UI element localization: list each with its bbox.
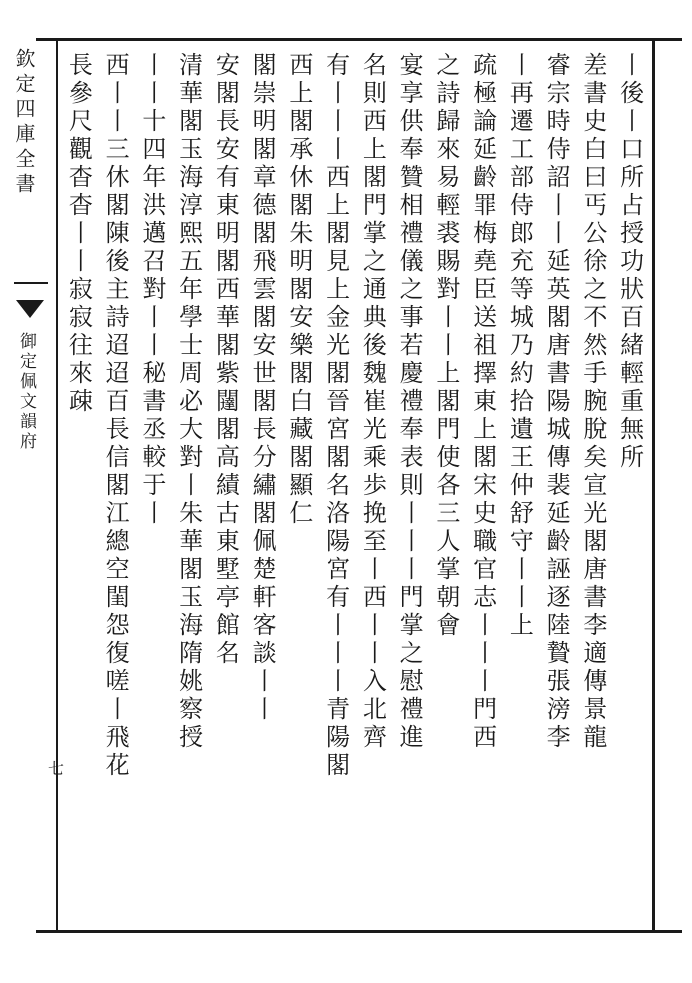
text-column: 丨丨十四年洪邁召對丨丨秘書丞較于丨	[137, 52, 166, 528]
text-column: 之詩歸來易輕裘賜對丨丨上閣門使各三人掌朝會	[431, 52, 460, 640]
edge-divider	[14, 282, 48, 284]
text-column: 安閣長安有東明閣西華閣紫闥閣高績古東墅亭館名	[211, 52, 240, 668]
text-column: 閣崇明閣章德閣飛雲閣安世閣長分繡閣佩楚軒客談丨丨	[248, 52, 277, 724]
page-number: 七	[48, 759, 65, 778]
text-column: 丨再遷工部侍郎充等城乃約拾遺王仲舒守丨丨上	[505, 52, 534, 640]
left-inner-border	[56, 38, 58, 933]
text-column: 名則西上閣門掌之通典後魏崔光乘歩挽至丨西丨丨入北齊	[358, 52, 387, 752]
text-column: 宴享供奉贊相禮儀之事若慶禮奉表則丨丨丨門掌之慰禮進	[395, 52, 424, 752]
text-column: 疏極論延齡罪梅堯臣送祖擇東上閣宋史職官志丨丨丨門西	[468, 52, 497, 752]
fish-tail-mark	[16, 300, 44, 318]
edge-subtitle: 御定佩文韻府	[16, 332, 36, 452]
text-column: 長參尺觀杳杳丨丨寂寂往來疎	[64, 52, 93, 416]
right-border	[652, 38, 655, 933]
text-column: 清華閣玉海淳熙五年學士周必大對丨朱華閣玉海隋姚察授	[174, 52, 203, 752]
text-column: 西丨丨三休閣陳後主詩迢迢百長信閣江總空閨怨復嗟丨飛花	[101, 52, 130, 780]
text-column: 睿宗時侍詔丨丨延英閣唐書陽城傳裴延齡誣逐陸贄張滂李	[542, 52, 571, 752]
text-column: 丨後丨口所占授功狀百緒輕重無所	[615, 52, 644, 472]
text-column: 西上閣承休閣朱明閣安樂閣白藏閣顯仁	[284, 52, 313, 528]
text-column: 差書史白曰丐公徐之不然手腕脫矣宣光閣唐書李適傳景龍	[578, 52, 607, 752]
text-column: 有丨丨丨西上閣見上金光閣晉宮閣名洛陽宮有丨丨丨青陽閣	[321, 52, 350, 780]
edge-title: 欽定四庫全書	[12, 48, 36, 198]
